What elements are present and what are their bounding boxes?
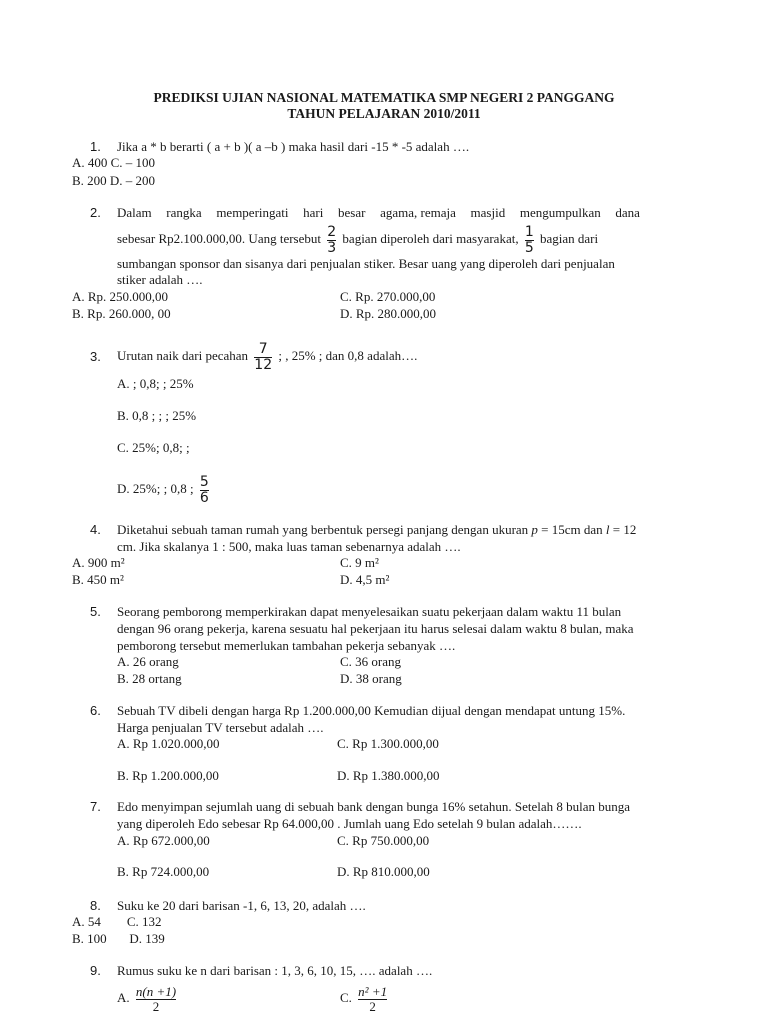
- option-a: A. 900 m²: [72, 555, 125, 570]
- option-b: B. 0,8 ; ; ; 25%: [117, 408, 197, 423]
- word: mengumpulkan: [519, 205, 601, 220]
- option-b: B. 450 m²: [72, 572, 124, 587]
- text-segment: Diketahui sebuah taman rumah yang berbentuk persegi panjang dengan ukuran: [117, 522, 529, 537]
- question-8-text: Suku ke 20 dari barisan -1, 6, 13, 20, adalah ….: [117, 898, 366, 913]
- option-c: C. 25%; 0,8; ;: [117, 440, 190, 455]
- text-segment: D. 25%; ; 0,8 ;: [117, 481, 194, 496]
- variable-p: p: [531, 522, 538, 537]
- question-2-line3: sumbangan sponsor dan sisanya dari penjualan stiker. Besar uang yang diperoleh dari penjualan: [117, 256, 615, 271]
- word: agama, remaja: [380, 205, 456, 220]
- numerator: n² +1: [358, 983, 388, 999]
- word: Dalam: [117, 205, 152, 220]
- option-b: B. Rp. 260.000, 00: [72, 306, 171, 321]
- option-label: A.: [117, 990, 130, 1005]
- word: hari: [303, 205, 324, 220]
- question-9-text: Rumus suku ke n dari barisan : 1, 3, 6, 10, 15, …. adalah ….: [117, 963, 433, 978]
- question-1-text: Jika a * b berarti ( a + b )( a –b ) maka hasil dari -15 * -5 adalah ….: [117, 139, 470, 154]
- question-4-line1: [117, 522, 636, 538]
- question-6-line2: Harga penjualan TV tersebut adalah ….: [117, 720, 324, 735]
- denominator: 12: [254, 356, 273, 373]
- question-number: 5.: [90, 604, 101, 619]
- text-segment: sebesar Rp2.100.000,00. Uang tersebut: [117, 231, 321, 246]
- denominator: 2: [152, 998, 160, 1014]
- formula-a: [136, 985, 176, 1014]
- question-4-line2: cm. Jika skalanya 1 : 500, maka luas taman sebenarnya adalah ….: [117, 539, 461, 554]
- option-c: C. Rp 1.300.000,00: [337, 736, 439, 751]
- fraction-five-sixths: [200, 475, 209, 506]
- text-segment: ; , 25% ; dan 0,8 adalah….: [278, 348, 418, 363]
- question-2-line2: [117, 223, 598, 256]
- question-7-line1: Edo menyimpan sejumlah uang di sebuah bank dengan bunga 16% setahun. Setelah 8 bulan bunga: [117, 799, 631, 814]
- option-b: B. Rp 724.000,00: [117, 864, 210, 879]
- denominator: 3: [327, 239, 337, 256]
- word: rangka: [166, 205, 202, 220]
- option-c: C. Rp. 270.000,00: [340, 289, 436, 304]
- question-number: 8.: [90, 898, 101, 913]
- question-7-line2: yang diperoleh Edo sebesar Rp 64.000,00 . Jumlah uang Edo setelah 9 bulan adalah…….: [117, 816, 582, 831]
- option-b: B. Rp 1.200.000,00: [117, 768, 219, 783]
- word: memperingati: [216, 205, 289, 220]
- word: besar: [338, 205, 366, 220]
- option-a: A. 26 orang: [117, 654, 179, 669]
- option-c: [340, 982, 390, 1014]
- option-d: D. Rp 810.000,00: [337, 864, 430, 879]
- question-8-options-row1: A. 54 C. 132: [72, 914, 162, 929]
- option-d: [117, 471, 212, 507]
- question-5-line3: pemborong tersebut memerlukan tambahan pekerja sebanyak ….: [117, 638, 456, 653]
- question-number: 4.: [90, 522, 101, 537]
- document-title: PREDIKSI UJIAN NASIONAL MATEMATIKA SMP NEGERI 2 PANGGANG: [153, 90, 615, 105]
- variable-l: l: [605, 522, 610, 537]
- question-1-options-row1: A. 400 C. – 100: [72, 155, 156, 170]
- question-2-line1: [117, 205, 640, 221]
- text-segment: = 15cm dan: [541, 522, 603, 537]
- option-d: D. 38 orang: [340, 671, 402, 686]
- question-number: 2.: [90, 205, 101, 220]
- option-a: [117, 982, 179, 1014]
- option-d: D. Rp. 280.000,00: [340, 306, 437, 321]
- option-label: C.: [340, 990, 352, 1005]
- word: dana: [615, 205, 640, 220]
- option-c: C. 36 orang: [340, 654, 402, 669]
- text-segment: bagian dari: [540, 231, 599, 246]
- question-1-options-row2: B. 200 D. – 200: [72, 173, 156, 188]
- denominator: 2: [369, 998, 376, 1014]
- question-8-options-row2: B. 100 D. 139: [72, 931, 165, 946]
- question-number: 1.: [90, 139, 101, 154]
- question-number: 9.: [90, 963, 101, 978]
- option-a: A. Rp 1.020.000,00: [117, 736, 220, 751]
- option-c: C. Rp 750.000,00: [337, 833, 430, 848]
- question-6-line1: Sebuah TV dibeli dengan harga Rp 1.200.000,00 Kemudian dijual dengan mendapat untung 15%.: [117, 703, 626, 718]
- denominator: 5: [524, 239, 534, 256]
- question-5-line2: dengan 96 orang pekerja, karena sesuatu hal pekerjaan itu harus selesai dalam waktu 8 bulan, maka: [117, 621, 634, 636]
- question-5-line1: Seorang pemborong memperkirakan dapat menyelesaikan suatu pekerjaan dalam waktu 11 bulan: [117, 604, 622, 619]
- fraction-two-thirds: [327, 225, 336, 256]
- question-number: 7.: [90, 799, 101, 814]
- question-number: 6.: [90, 703, 101, 718]
- text-segment: = 12: [612, 522, 637, 537]
- text-segment: Urutan naik dari pecahan: [117, 348, 249, 363]
- question-2-line4: stiker adalah ….: [117, 272, 203, 287]
- option-a: A. Rp 672.000,00: [117, 833, 210, 848]
- numerator: n(n +1): [135, 983, 177, 999]
- option-d: D. Rp 1.380.000,00: [337, 768, 440, 783]
- numerator: 1: [524, 223, 534, 240]
- numerator: 5: [199, 473, 209, 490]
- question-number: 3.: [90, 349, 101, 364]
- fraction-one-fifth: [525, 225, 534, 256]
- text-segment: bagian diperoleh dari masyarakat,: [342, 231, 519, 246]
- option-a: A. ; 0,8; ; 25%: [117, 376, 194, 391]
- option-d: D. 4,5 m²: [340, 572, 390, 587]
- word: masjid: [470, 205, 506, 220]
- option-a: A. Rp. 250.000,00: [72, 289, 169, 304]
- formula-c: [358, 985, 387, 1014]
- option-b: B. 28 ortang: [117, 671, 182, 686]
- fraction-seven-twelfths: [254, 342, 272, 373]
- option-c: C. 9 m²: [340, 555, 379, 570]
- question-3-text: [117, 339, 417, 373]
- numerator: 7: [258, 340, 268, 357]
- document-subtitle: TAHUN PELAJARAN 2010/2011: [287, 106, 481, 121]
- numerator: 2: [327, 223, 337, 240]
- denominator: 6: [199, 489, 209, 506]
